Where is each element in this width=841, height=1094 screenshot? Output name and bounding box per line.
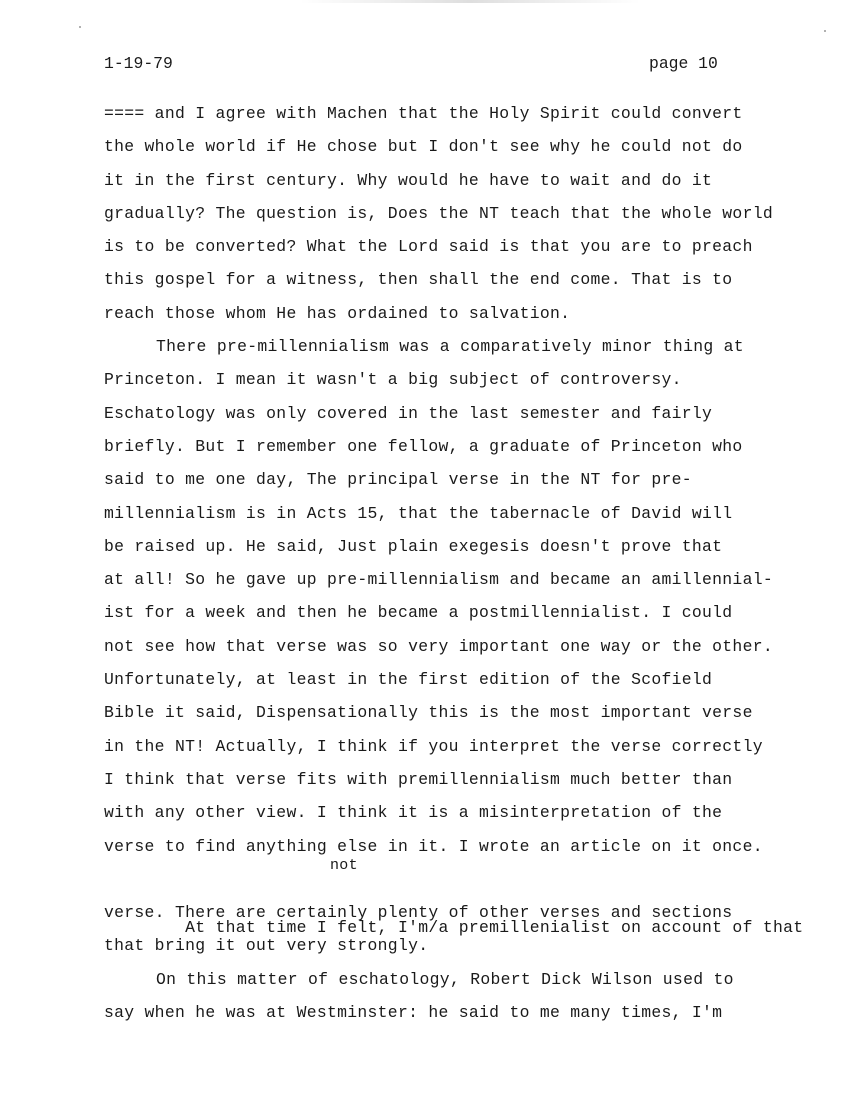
text-line: ==== and I agree with Machen that the Holy Spirit could convert: [104, 104, 743, 123]
text-line: this gospel for a witness, then shall the end come. That is to: [104, 270, 733, 290]
text-line: Eschatology was only covered in the last semester and fairly: [104, 403, 713, 423]
text-line: There pre-millennialism was a comparatively minor thing at: [156, 337, 744, 357]
text-line: gradually? The question is, Does the NT teach that the whole world: [104, 203, 773, 223]
scan-speck: [79, 26, 81, 28]
text-line: On this matter of eschatology, Robert Dick Wilson used to: [156, 969, 734, 989]
paragraph: [104, 968, 804, 1035]
text-line: say when he was at Westminster: he said to me many times, I'm: [104, 1003, 723, 1023]
text-line: is to be converted? What the Lord said is that you are to preach: [104, 237, 753, 257]
text-line: I think that verse fits with premillennialism much better than: [104, 769, 733, 789]
header-page-number: page 10: [649, 54, 718, 73]
text-line: not see how that verse was so very important one way or the other.: [104, 636, 773, 656]
text-line: At that time I felt, I'm/a premillenialist on account of that: [185, 917, 804, 937]
text-line: the whole world if He chose but I don't see why he could not do: [104, 137, 743, 157]
text-line: millennialism is in Acts 15, that the tabernacle of David will: [104, 503, 733, 523]
text-line: be raised up. He said, Just plain exegesis doesn't prove that: [104, 536, 723, 556]
header-date: 1-19-79: [104, 54, 173, 73]
text-line: with any other view. I think it is a misinterpretation of the: [104, 803, 723, 823]
transcript-body: [104, 102, 804, 1034]
text-line: said to me one day, The principal verse in the NT for pre-: [104, 470, 692, 490]
text-line: verse. There are certainly plenty of other verses and sections: [104, 903, 733, 923]
text-line: at all! So he gave up pre-millennialism and became an amillennial-: [104, 570, 773, 590]
text-line: Unfortunately, at least in the first edition of the Scofield: [104, 670, 713, 690]
handwritten-insertion: not: [330, 856, 358, 874]
text-line: ist for a week and then he became a postmillennialist. I could: [104, 603, 733, 623]
text-line: Bible it said, Dispensationally this is the most important verse: [104, 703, 753, 723]
text-line: that bring it out very strongly.: [104, 936, 429, 956]
page-header: [0, 54, 841, 78]
text-line: reach those whom He has ordained to salvation.: [104, 303, 571, 323]
paragraph: [104, 335, 804, 968]
text-line: in the NT! Actually, I think if you interpret the verse correctly: [104, 736, 763, 756]
text-line: verse to find anything else in it. I wrote an article on it once.: [104, 836, 763, 856]
text-line: Princeton. I mean it wasn't a big subject of controversy.: [104, 370, 682, 390]
text-line: briefly. But I remember one fellow, a graduate of Princeton who: [104, 436, 743, 456]
text-line: it in the first century. Why would he have to wait and do it: [104, 170, 713, 190]
scan-speck: [824, 30, 826, 32]
scan-artifact: [300, 0, 640, 3]
paragraph: [104, 102, 804, 335]
